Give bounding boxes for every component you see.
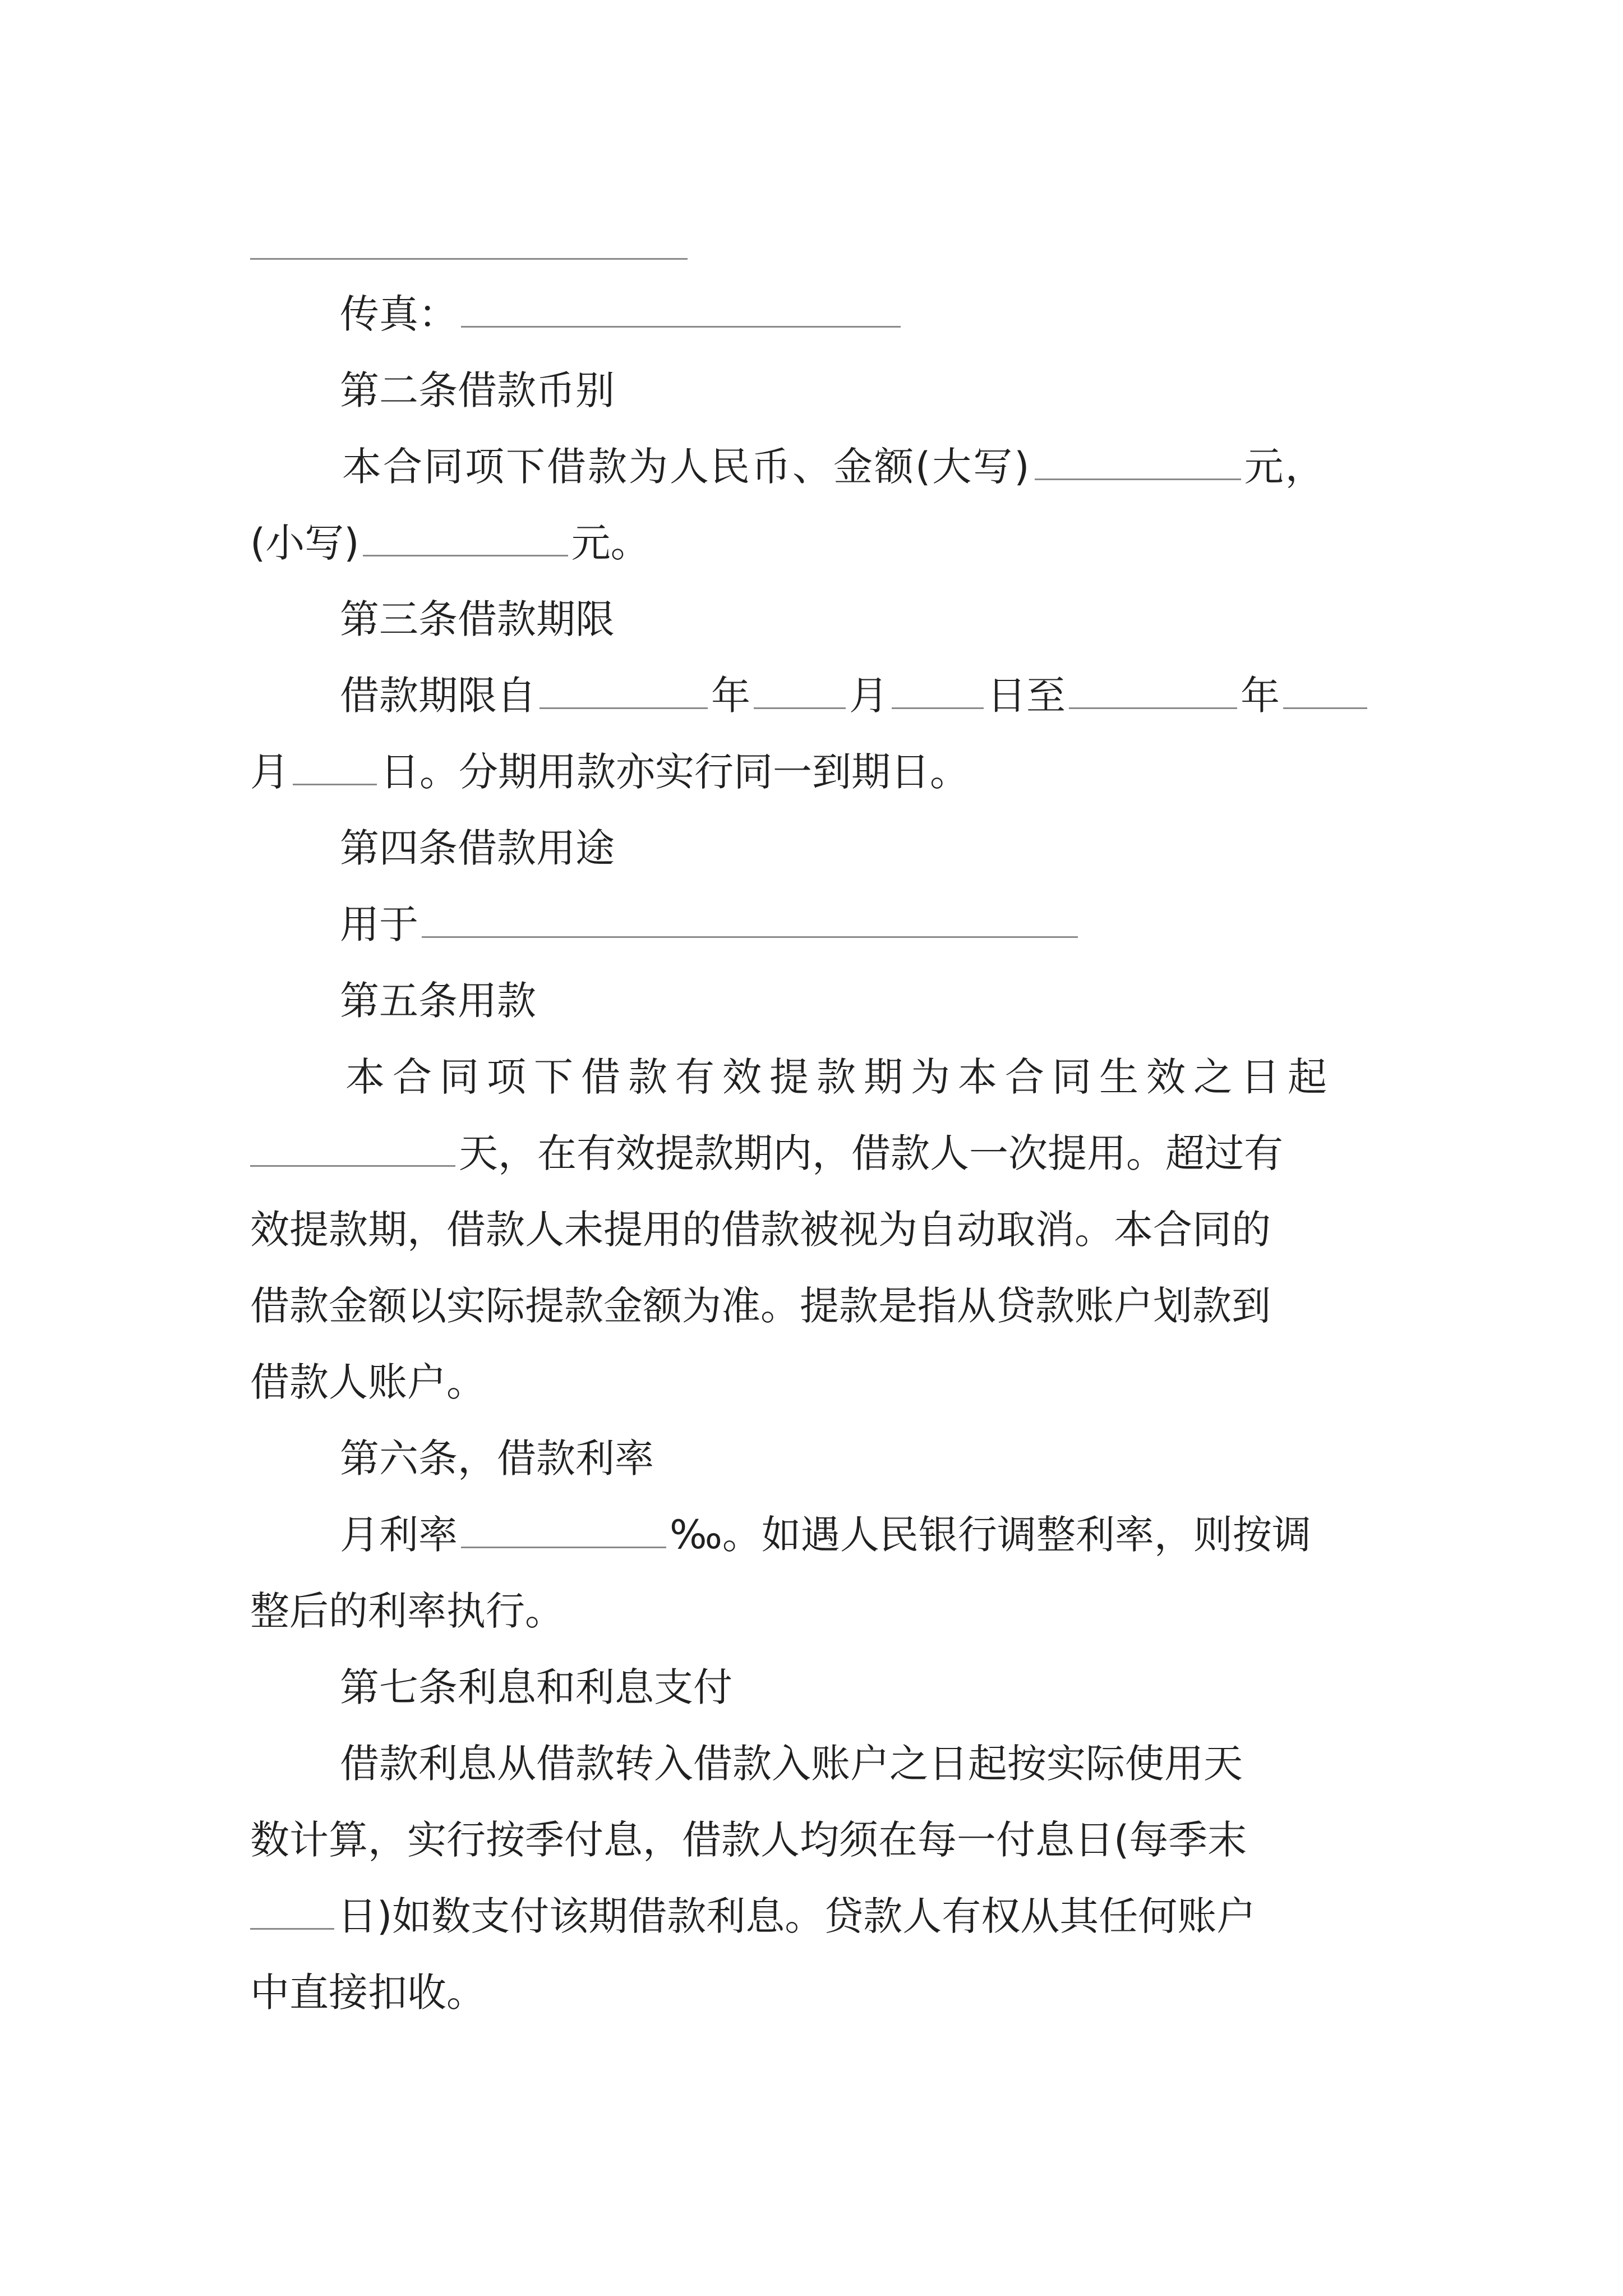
article3-month: 月: [849, 673, 888, 719]
article7-line1: 借款利息从借款转入借款入账户之日起按实际使用天: [340, 1741, 1243, 1787]
fax-line: [340, 286, 904, 342]
article2-line1: [342, 439, 1326, 495]
blank-days: [250, 1165, 455, 1167]
article7-line3: [250, 1888, 1256, 1944]
article2-heading: 第二条借款币别: [340, 367, 615, 413]
article7-line4: 中直接扣收。: [250, 1970, 486, 2016]
blank-start-month: [754, 707, 846, 709]
article6-l1b: ‰。如遇人民银行调整利率，则按调: [670, 1512, 1311, 1558]
article3-line1: [340, 668, 1371, 724]
article7-line3-text: 日)如数支付该期借款利息。贷款人有权从其任何账户: [338, 1893, 1256, 1939]
blank-amount-lower: [363, 555, 568, 556]
article4-line1: [340, 896, 1081, 953]
blank-fax: [461, 326, 901, 328]
fax-label: 传真：: [340, 291, 458, 337]
blank-purpose: [422, 936, 1078, 938]
article5-line5: 借款人账户。: [250, 1359, 486, 1405]
article2-line2: [250, 515, 650, 571]
article5-line2-text: 天，在有效提款期内，借款人一次提用。超过有: [459, 1130, 1283, 1176]
article6-line1: [340, 1507, 1311, 1563]
article7-heading: 第七条利息和利息支付: [340, 1664, 732, 1710]
article3-year: 年: [711, 673, 750, 719]
article6-line2: 整后的利率执行。: [250, 1588, 564, 1634]
article5-line3: 效提款期，借款人未提用的借款被视为自动取消。本合同的: [250, 1207, 1271, 1253]
article3-end: 日。分期用款亦实行同一到期日。: [380, 749, 969, 795]
article6-l1a: 月利率: [340, 1512, 458, 1558]
blank-end-year: [1069, 707, 1237, 709]
blank-rate: [461, 1547, 666, 1548]
article5-line1: 本合同项下借款有效提款期为本合同生效之日起: [345, 1054, 1335, 1100]
article3-day-to: 日至: [987, 673, 1066, 719]
article4-for: 用于: [340, 901, 418, 947]
article5-line4: 借款金额以实际提款金额为准。提款是指从贷款账户划款到: [250, 1283, 1271, 1329]
blank-quarter-day: [250, 1928, 334, 1930]
article4-heading: 第四条借款用途: [340, 825, 615, 871]
blank-start-year: [540, 707, 708, 709]
article3-heading: 第三条借款期限: [340, 596, 615, 642]
article6-heading: 第六条，借款利率: [340, 1435, 654, 1481]
article3-from: 借款期限自: [340, 673, 536, 719]
article5-line2: [250, 1125, 1283, 1181]
article2-text-b: (小写): [250, 520, 359, 566]
article2-text-a: 本合同项下借款为人民币、金额(大写): [342, 444, 1031, 490]
article5-heading: 第五条用款: [340, 978, 536, 1024]
article2-unit-b: 元。: [571, 520, 650, 566]
blank-end-month: [1283, 707, 1367, 709]
article3-year-2: 年: [1241, 673, 1280, 719]
blank-amount-upper: [1035, 478, 1241, 480]
article3-line2: [250, 744, 969, 800]
blank-top-rule: [250, 258, 688, 260]
blank-start-day: [892, 707, 984, 709]
article3-month-2: 月: [250, 749, 289, 795]
blank-end-day: [293, 784, 377, 785]
article7-line2: 数计算，实行按季付息，借款人均须在每一付息日(每季末: [250, 1817, 1247, 1863]
article2-unit-a: 元，: [1244, 444, 1326, 490]
